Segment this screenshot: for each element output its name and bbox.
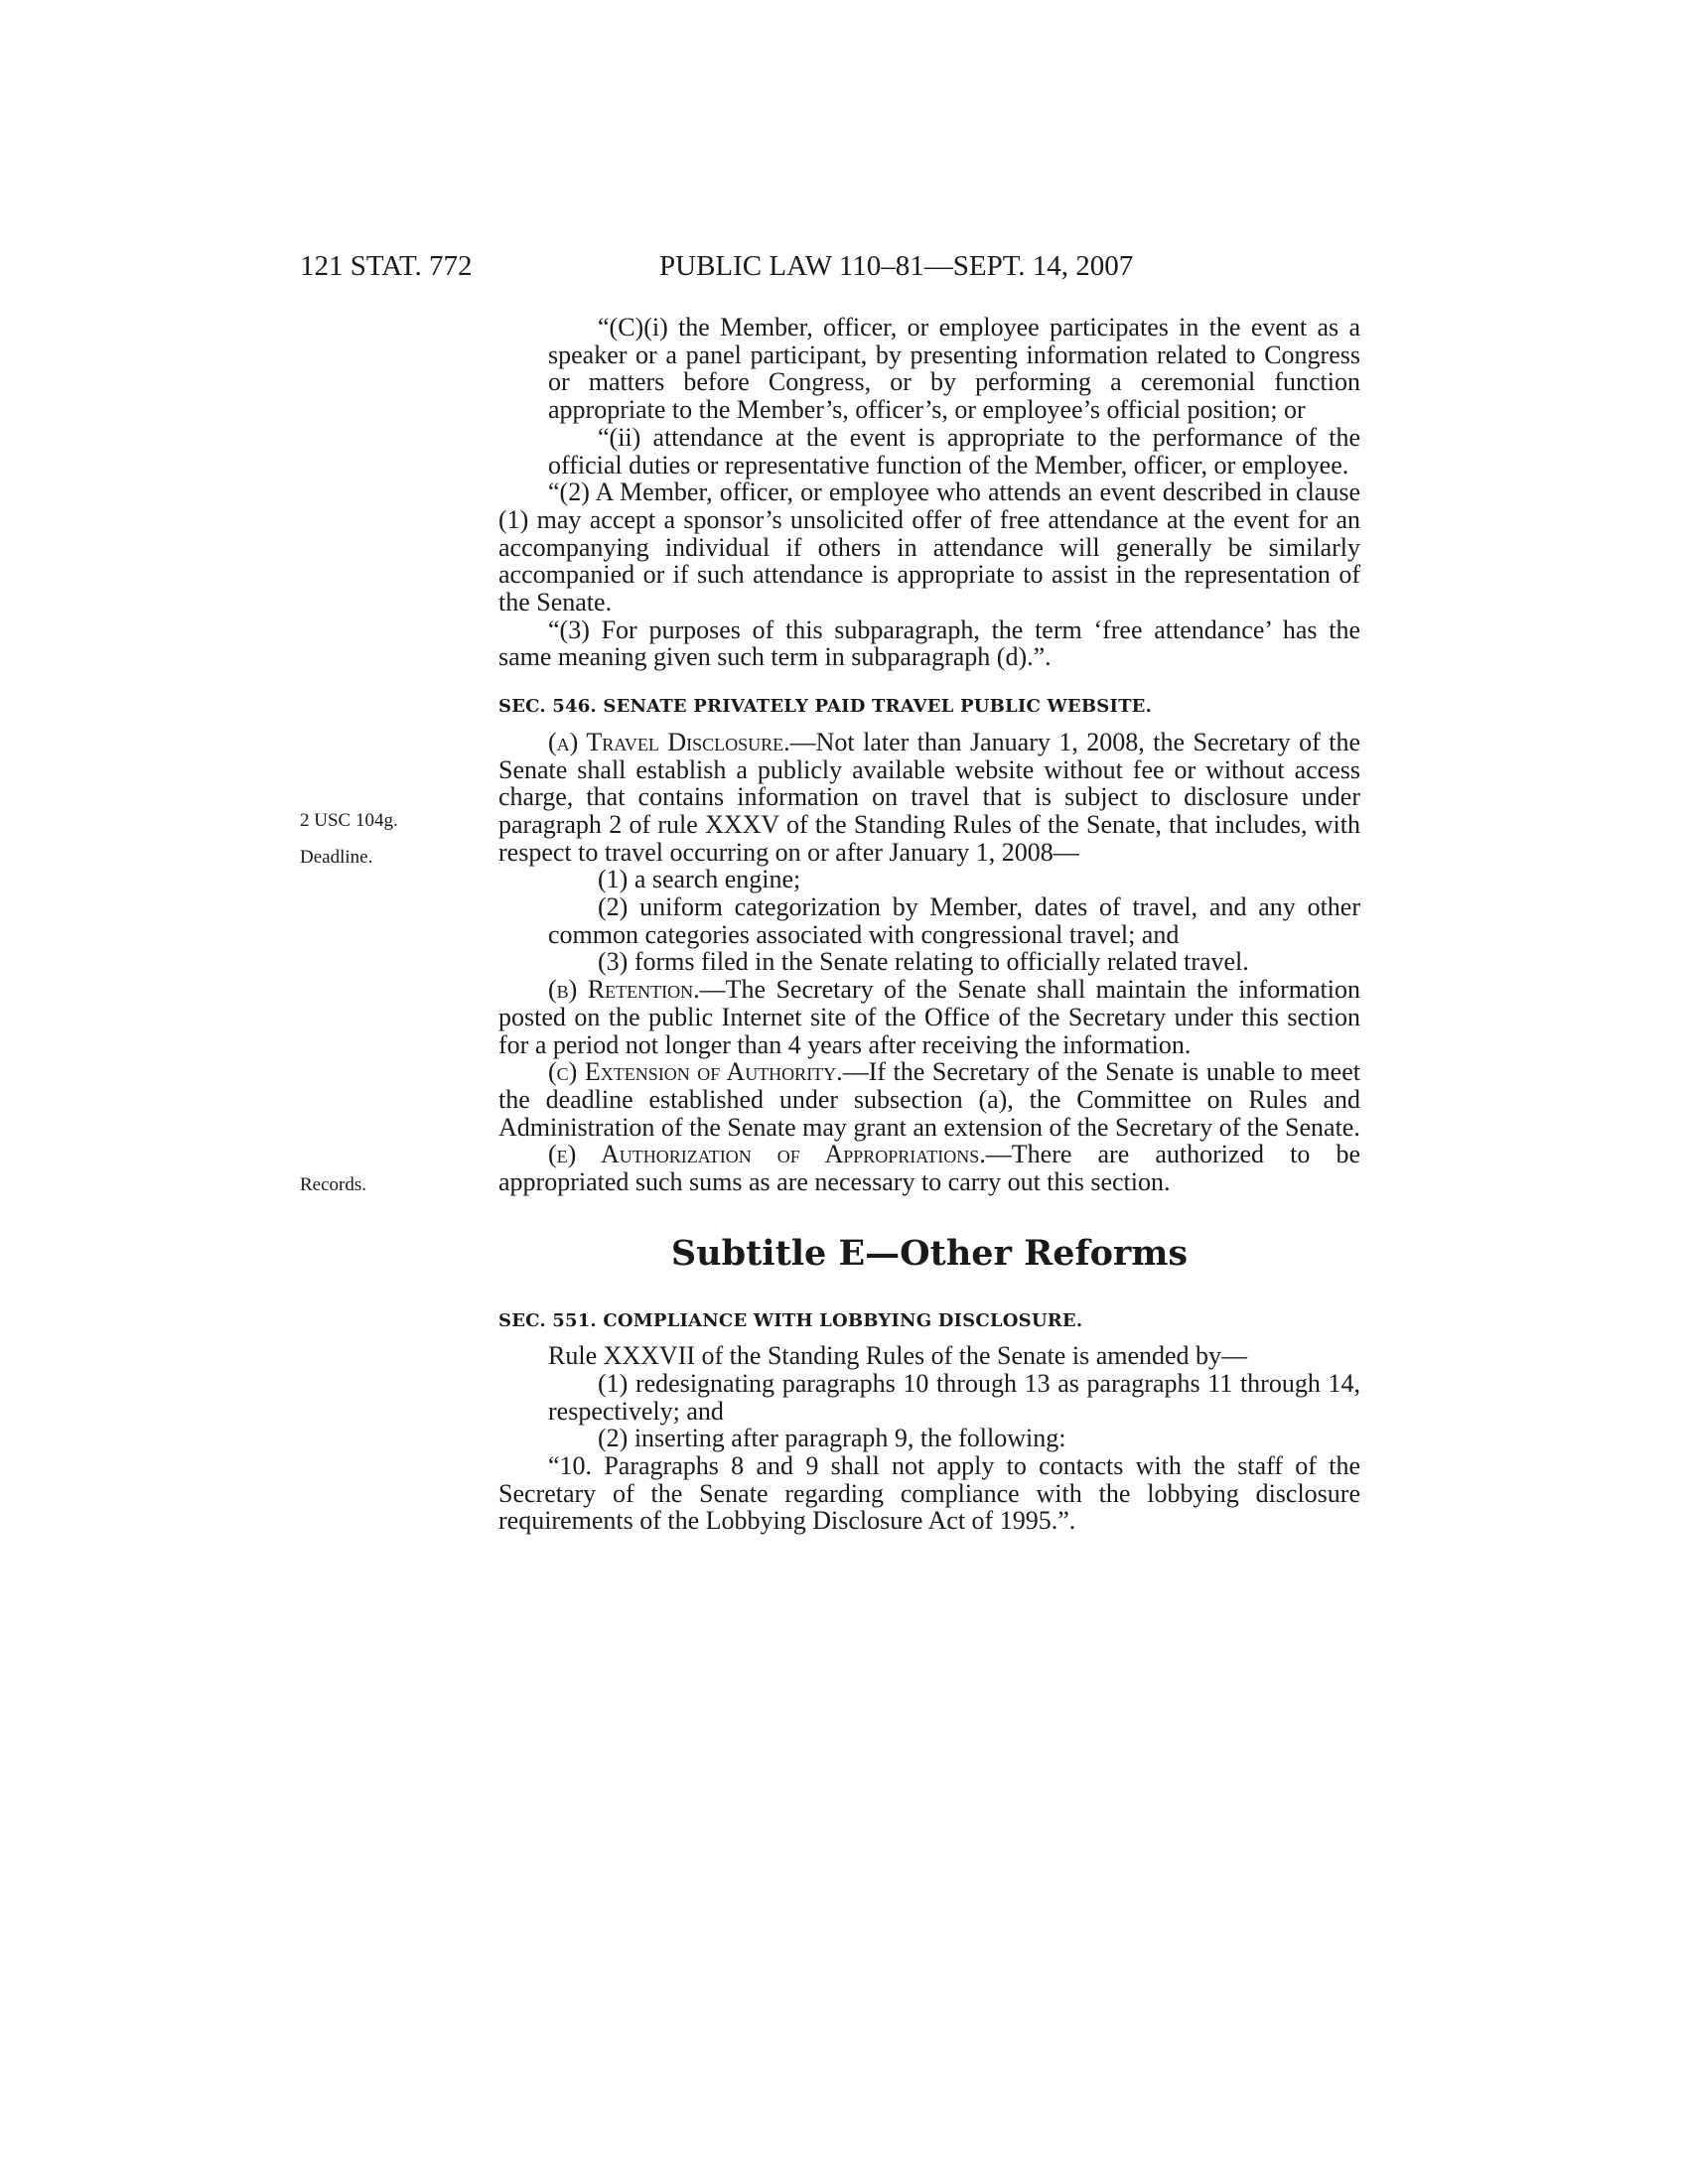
- sec-546-heading: SEC. 546. SENATE PRIVATELY PAID TRAVEL PUBLIC WEBSITE.: [498, 696, 1153, 718]
- sec-551-heading: SEC. 551. COMPLIANCE WITH LOBBYING DISCLOSURE.: [498, 1309, 1083, 1331]
- clause-c-ii: “(ii) attendance at the event is appropriate to the performance of the official duties or representative function of the Member, officer, or employee.: [548, 422, 1360, 479]
- margin-note-records: Records.: [300, 1174, 367, 1195]
- document-body: [498, 314, 1360, 1535]
- sec-546-e-text: —There are authorized to be appropriated such sums as are necessary to carry out this section.: [498, 1140, 1360, 1197]
- sec-546-c-label: (c) Extension of Authority.: [548, 1057, 843, 1087]
- clause-c-i: “(C)(i) the Member, officer, or employee participates in the event as a speaker or a panel participant, by presenting information related to Congress or matters before Congress, or by performing a ceremonial function appropriate to the Member’s, officer’s, or employee’s official position; or: [548, 313, 1360, 425]
- sec-546-e: [498, 1141, 1360, 1195]
- margin-note-deadline: Deadline.: [300, 847, 373, 868]
- sec-546-item-2: (2) uniform categorization by Member, dates of travel, and any other common categories associated with congressional travel; and: [548, 892, 1360, 949]
- sec-551-item-1: (1) redesignating paragraphs 10 through 13 as paragraphs 11 through 14, respectively; and: [548, 1368, 1360, 1426]
- sec-546-b-label: (b) Retention.: [548, 975, 700, 1005]
- page-reference: 121 STAT. 772: [300, 250, 473, 282]
- sec-551-item-2: (2) inserting after paragraph 9, the following:: [598, 1424, 1066, 1453]
- sec-546-b: [498, 976, 1360, 1058]
- sec-546-a-text: —Not later than January 1, 2008, the Secretary of the Senate shall establish a publicly available website without fee or without access charge, that contains information on travel that is subject to disclosure under paragraph 2 of rule XXXV of the Standing Rules of the Senate, that includes, with respect to travel occurring on or after January 1, 2008—: [498, 727, 1360, 867]
- sec-546-a: [498, 729, 1360, 867]
- law-reference: PUBLIC LAW 110–81—SEPT. 14, 2007: [659, 250, 1134, 282]
- subtitle-heading: Subtitle E—Other Reforms: [670, 1232, 1189, 1274]
- sec-546-e-label: (e) Authorization of Appropriations.: [548, 1140, 986, 1169]
- sec-546-item-1: (1) a search engine;: [598, 865, 801, 894]
- paragraph-2: “(2) A Member, officer, or employee who attends an event described in clause (1) may accept a sponsor’s unsolicited offer of free attendance at the event for an accompanying individual if others in attendance will generally be similarly accompanied or if such attendance is appropriate to assist in the representation of the Senate.: [498, 478, 1360, 617]
- margin-note-usc: 2 USC 104g.: [300, 810, 398, 831]
- sec-551-intro: Rule XXXVII of the Standing Rules of the Senate is amended by—: [548, 1341, 1248, 1371]
- page-header: [0, 250, 1688, 290]
- sec-546-b-text: —The Secretary of the Senate shall maintain the information posted on the public Internet site of the Office of the Secretary under this section for a period not longer than 4 years after receiving the information.: [498, 975, 1360, 1059]
- sec-546-a-label: (a) Travel Disclosure.: [548, 727, 790, 756]
- sec-546-c-text: —If the Secretary of the Senate is unable to meet the deadline established under subsection (a), the Committee on Rules and Administration of the Senate may grant an extension of the Secretary of the Senate.: [498, 1057, 1360, 1142]
- paragraph-3: “(3) For purposes of this subparagraph, the term ‘free attendance’ has the same meaning given such term in subparagraph (d).”.: [498, 614, 1360, 672]
- sec-546-item-3: (3) forms filed in the Senate relating to officially related travel.: [598, 947, 1249, 977]
- sec-546-c: [498, 1058, 1360, 1141]
- sec-551-quote: “10. Paragraphs 8 and 9 shall not apply to contacts with the staff of the Secretary of the Senate regarding compliance with the lobbying disclosure requirements of the Lobbying Disclosure Act of 1995.”.: [498, 1451, 1360, 1536]
